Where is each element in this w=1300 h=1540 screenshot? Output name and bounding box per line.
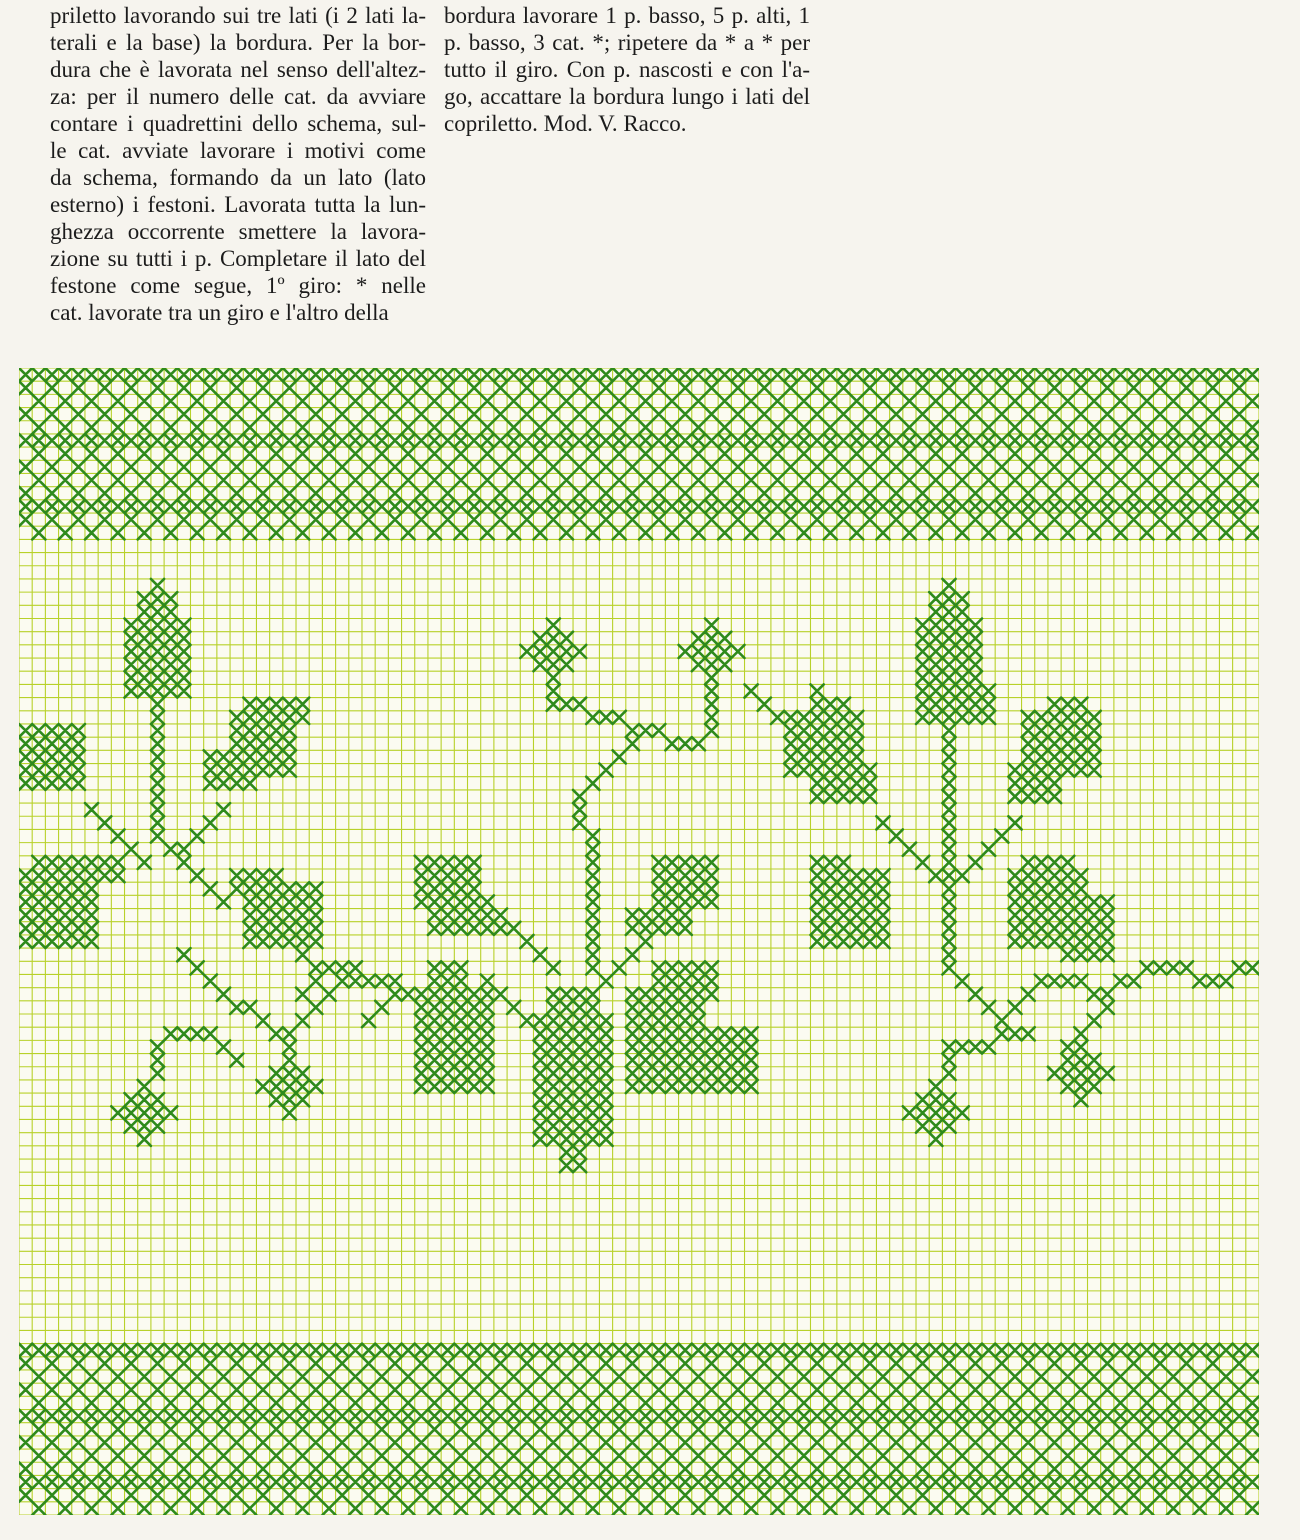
chart-grid <box>19 368 1259 1515</box>
left-column-line: dura che è lavorata nel senso dell'altez- <box>50 57 426 82</box>
left-column-line: festone come segue, 1º giro: * nelle <box>50 273 426 298</box>
right-column-line: p. basso, 3 cat. *; ripetere da * a * per <box>444 30 810 55</box>
left-column-line: da schema, formando da un lato (lato <box>50 165 426 190</box>
right-column-line: go, accattare la bordura lungo i lati del <box>444 84 810 109</box>
left-column-line: za: per il numero delle cat. da avviare <box>50 84 426 109</box>
cross-stitch-chart <box>19 368 1259 1515</box>
left-column-line: esterno) i festoni. Lavorata tutta la lun- <box>50 192 426 217</box>
right-column-line: copriletto. Mod. V. Racco. <box>444 111 687 136</box>
right-column-line: tutto il giro. Con p. nascosti e con l'a- <box>444 57 810 82</box>
text-column-right <box>444 2 810 137</box>
left-column-line: contare i quadrettini dello schema, sul- <box>50 111 426 136</box>
left-column-line: zione su tutti i p. Completare il lato del <box>50 246 426 271</box>
right-column-line: bordura lavorare 1 p. basso, 5 p. alti, 1 <box>444 3 810 28</box>
left-column-line: priletto lavorando sui tre lati (i 2 lati la- <box>50 3 426 28</box>
left-column-line: le cat. avviate lavorare i motivi come <box>50 138 426 163</box>
left-column-line: terali e la base) la bordura. Per la bor- <box>50 30 426 55</box>
left-column-line: cat. lavorate tra un giro e l'altro della <box>50 300 389 325</box>
text-column-left <box>50 2 426 326</box>
left-column-line: ghezza occorrente smettere la lavora- <box>50 219 426 244</box>
